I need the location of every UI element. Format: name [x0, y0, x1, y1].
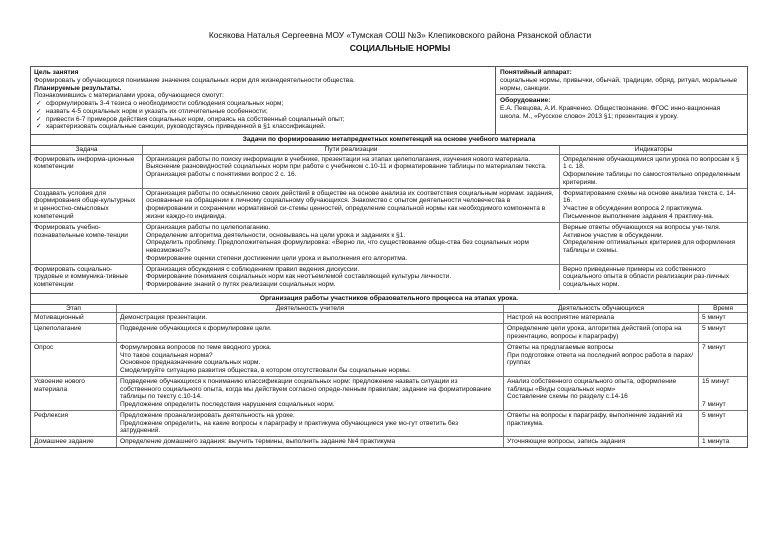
work-row — [31, 313, 747, 324]
results-intro: Познакомившись с материалами урока, обучающиеся смогут: — [34, 92, 225, 100]
ways-cell: Организация работы по поиску информации в учебнике, презентации на этапах целеполагания, изучения нового материала. Выяснение разновидностей социальных норм при работе с учебником с.10-11 и форматирование таблицы по материалам текста. Организация работы с понятиями вопрос 2 с. 16. — [143, 155, 560, 189]
time-cell: 5 минут — [699, 411, 747, 437]
equipment-block — [496, 94, 747, 122]
stage-cell: Усвоение нового материала — [31, 377, 117, 411]
tasks-header-ways: Пути реализации — [143, 146, 560, 155]
results-list — [34, 100, 492, 131]
tasks-row — [31, 155, 747, 189]
stage-cell: Рефлексия — [31, 411, 117, 437]
work-header-stage: Этап — [31, 305, 117, 314]
indicators-cell: Определение обучающимися цели урока по вопросам к § 1 с. 18. Оформление таблицы по самостоятельно определенным критериям. — [560, 155, 747, 189]
aim-text: Формировать у обучающихся понимание значения социальных норм для жизнедеятельности общества. — [34, 76, 355, 84]
tasks-table — [31, 146, 747, 290]
task-cell: Создавать условия для формирования обще-культурных и ценностно-смысловых компетенций — [31, 189, 143, 223]
students-cell: Ответы на предлагаемые вопросы При подготовке ответа на последний вопрос работа в парах/группах — [504, 343, 699, 377]
task-cell: Формировать социально-трудовые и коммуника-тивные компетенции — [31, 265, 143, 290]
work-row — [31, 343, 747, 377]
teacher-cell: Формулировка вопросов по теме вводного урока. Что такое социальная норма? Основное предназначение социальных норм. Смоделируйте ситуацию развития общества, в котором отсутствовали бы социальные нормы. — [117, 343, 504, 377]
work-row — [31, 411, 747, 437]
time-cell: 5 минут — [699, 324, 747, 343]
results-title: Планируемые результаты. — [34, 84, 122, 92]
concepts-block — [496, 67, 747, 94]
stage-cell: Домашнее задание — [31, 437, 117, 447]
stage-cell: Опрос — [31, 343, 117, 377]
indicators-cell: Верные ответы обучающихся на вопросы учи-теля. Активное участие в обсуждении. Определение оптимальных критериев для оформления таблицы и схемы. — [560, 223, 747, 265]
result-item: ✓ назвать 4-5 социальных норм и указать их отличительные особенности; — [36, 108, 492, 116]
time-cell: 15 минут 7 минут — [699, 377, 747, 411]
tasks-body — [31, 155, 747, 290]
work-header-teacher: Деятельность учителя — [117, 305, 504, 314]
aim-title: Цель занятия — [34, 69, 79, 76]
ways-cell: Организация работы по целеполаганию. Определение алгоритма деятельности, основываясь на цели урока и заданиях к §1. Определить проблему. Предположительная формулировка: «Верно ли, что существование обще-ства без социальных норм невозможно?» Формирование оценки степени достижении цели урока и выполнения его алгоритма. — [143, 223, 560, 265]
goals-left — [31, 67, 496, 134]
goals-right — [496, 67, 747, 134]
students-cell: Определение цели урока, алгоритма действий (опора на презентацию, вопросы к параграфу) — [504, 324, 699, 343]
result-item: ✓ сформулировать 3-4 тезиса о необходимости соблюдения социальных норм; — [36, 100, 492, 108]
lesson-table — [30, 66, 748, 448]
goals-block — [31, 67, 747, 135]
author-line: Косякова Наталья Сергеевна МОУ «Тумская СОШ №3» Клепиковского района Рязанской области — [208, 30, 592, 40]
equipment-text: Е.А. Певцова, А.И. Кравченко. Обществознание. ФГОС инно-вационная школа. М., «Русское слово» 2013 §1; презентация к уроку. — [500, 105, 721, 120]
tasks-section-title: Задачи по формированию метапредметных компетенций на основе учебного материала — [31, 135, 747, 146]
result-item: ✓ характеризовать социальные санкции, руководствуясь приведенной в §1 классификацией. — [36, 123, 492, 131]
work-body — [31, 313, 747, 446]
work-row — [31, 437, 747, 447]
work-section-title: Организация работы участников образовательного процесса на этапах урока. — [31, 294, 747, 305]
equipment-title: Оборудование: — [500, 97, 551, 105]
indicators-cell: Форматирование схемы на основе анализа текста с. 14-16. Участие в обсуждении вопроса 2 практикума. Письменное выполнение задания 4 практику-ма. — [560, 189, 747, 223]
students-cell: Уточняющие вопросы, запись задания — [504, 437, 699, 447]
work-header-students: Деятельность обучающихся — [504, 305, 699, 314]
work-header-time: Время — [699, 305, 747, 314]
result-item: ✓ привести 6-7 примеров действия социальных норм, опираясь на собственный социальный опыт; — [36, 116, 492, 124]
ways-cell: Организация обсуждения с соблюдением правил ведения дискуссии. Формирование понимания социальных норм как неотъемлемой составляющей культуры личности. Формирование знаний о путях реализации социальных норм. — [143, 265, 560, 290]
teacher-cell: Демонстрация презентации. — [117, 313, 504, 324]
tasks-header-row — [31, 146, 747, 155]
students-cell: Ответы на вопросы к параграфу, выполнение заданий из практикума. — [504, 411, 699, 437]
teacher-cell: Подведение обучающихся к формулировке цели. — [117, 324, 504, 343]
tasks-row — [31, 189, 747, 223]
students-cell: Анализ собственного социального опыта, оформление таблицы «Виды социальных норм» Составление схемы по разделу с.14-16 — [504, 377, 699, 411]
stage-cell: Мотивационный — [31, 313, 117, 324]
task-cell: Формировать информа-ционные компетенции — [31, 155, 143, 189]
teacher-cell: Предложение проанализировать деятельность на уроке. Предложение определить, на какие вопросы к параграфу и практикума обучающиеся уже мо-гут ответить без затруднений. — [117, 411, 504, 437]
time-cell: 7 минут — [699, 343, 747, 377]
time-cell: 1 минута — [702, 438, 730, 446]
ways-cell: Организация работы по осмыслению своих действий в обществе на основе анализа их соответствия социальным нормам: задания, основанные на обращении к личному социальному обучающихся. Знакомство с опытом деятельности человечества в формировании и сохранении нормативной си-стемы ценностей, определение социальной нормы как необходимого компонента в жизни каждо-го индивида. — [143, 189, 560, 223]
tasks-row — [31, 265, 747, 290]
work-row — [31, 377, 747, 411]
work-table — [31, 305, 747, 447]
tasks-row — [31, 223, 747, 265]
tasks-header-indicators: Индикаторы — [560, 146, 747, 155]
tasks-header-task: Задача — [31, 146, 143, 155]
work-row — [31, 324, 747, 343]
work-header-row — [31, 305, 747, 314]
page-title: СОЦИАЛЬНЫЕ НОРМЫ — [349, 43, 451, 53]
concepts-text: социальные нормы, привычки, обычай, традиции, обряд, ритуал, моральные нормы, санкции. — [500, 76, 738, 92]
stage-cell: Целеполагание — [31, 324, 117, 343]
time-cell: 5 минут — [699, 313, 747, 324]
students-cell: Настрой на восприятие материала — [504, 313, 699, 324]
teacher-cell: Подведение обучающихся к пониманию классификации социальных норм: предложение назвать ситуации из собственного социального опыта, когда мы действуем согласно опреде-ленным правилам; задание на форматирование таблицы по тексту с.10-14. Предложение определить последствия нарушения социальных норм. — [117, 377, 504, 411]
indicators-cell: Верно приведенные примеры из собственного социального опыта в области реализации раз-личных социальных норм. — [563, 265, 730, 289]
task-cell: Формировать учебно-познавательные компе-тенции — [31, 223, 143, 265]
concepts-title: Понятийный аппарат: — [500, 69, 572, 76]
teacher-cell: Определение домашнего задания: выучить термины, выполнить задание №4 практикума — [117, 437, 504, 447]
